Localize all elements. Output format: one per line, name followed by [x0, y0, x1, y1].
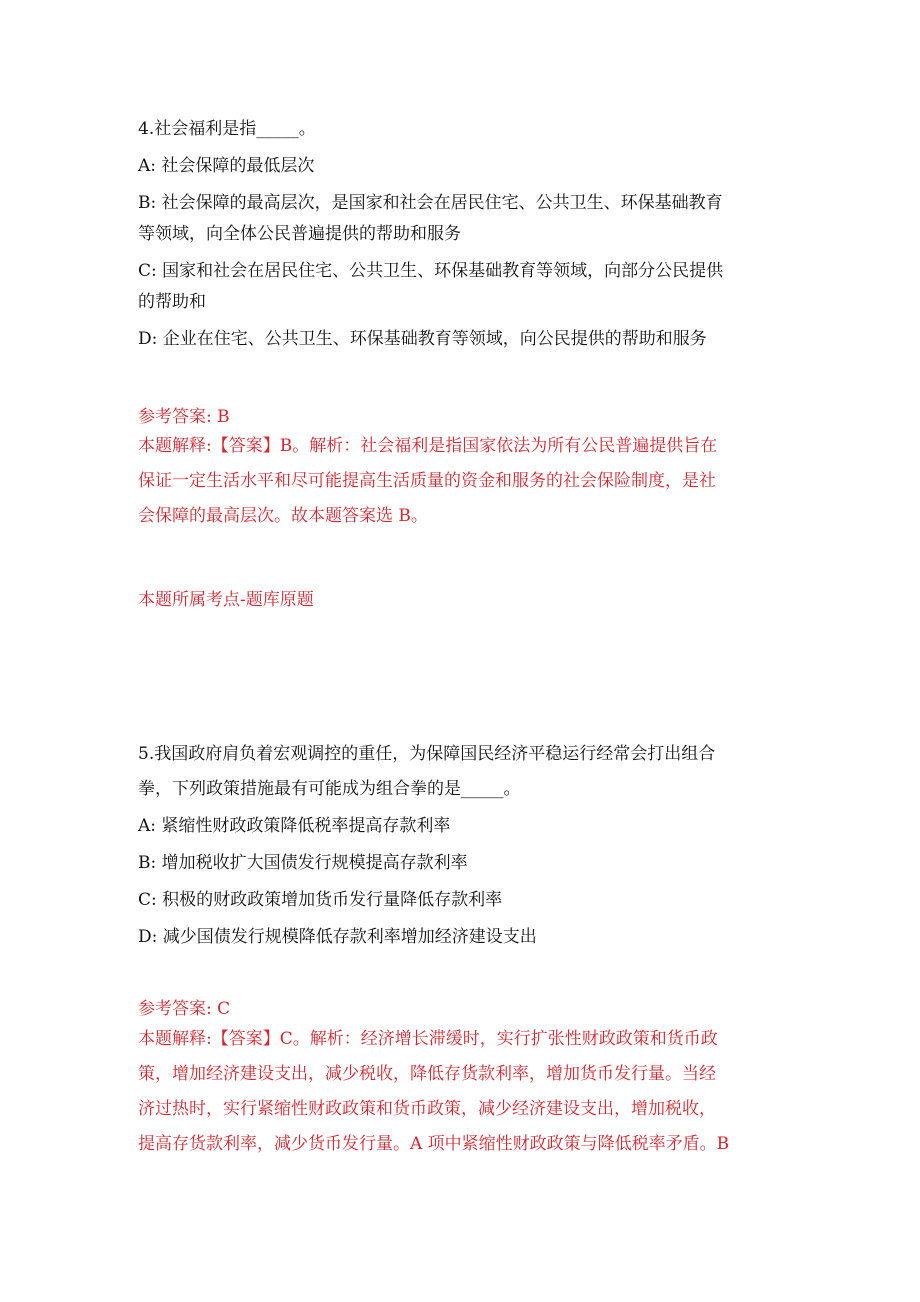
- explanation-line: 保证一定生活水平和尽可能提高生活质量的资金和服务的社会保险制度，是社: [138, 471, 716, 491]
- reference-answer: 参考答案: C: [138, 999, 231, 1019]
- option-d: D: 企业在住宅、公共卫生、环保基础教育等领域，向公民提供的帮助和服务: [138, 329, 707, 349]
- reference-answer: 参考答案: B: [138, 407, 230, 427]
- explanation-line: 本题解释:【答案】B。解析：社会福利是指国家依法为所有公民普遍提供旨在: [138, 436, 718, 456]
- explanation-line: 本题解释:【答案】C。解析：经济增长滞缓时，实行扩张性财政政策和货币政: [138, 1029, 718, 1049]
- explanation-line: 策，增加经济建设支出，减少税收，降低存货款利率，增加货币发行量。当经: [138, 1064, 716, 1084]
- answer-block-4: [138, 405, 788, 540]
- option-c-continued: 的帮助和: [138, 292, 206, 312]
- question-stem: 4.社会福利是指_____。: [138, 119, 316, 139]
- answer-block-5: [138, 997, 788, 1168]
- option-a: A: 社会保障的最低层次: [138, 156, 315, 176]
- explanation-line: 会保障的最高层次。故本题答案选 B。: [138, 506, 428, 526]
- option-b-continued: 等领域，向全体公民普遍提供的帮助和服务: [138, 224, 461, 244]
- option-b: B: 增加税收扩大国债发行规模提高存款利率: [138, 853, 468, 873]
- explanation-line: 提高存货款利率，减少货币发行量。A 项中紧缩性财政政策与降低税率矛盾。B: [138, 1134, 730, 1154]
- question-stem-continued: 拳，下列政策措施最有可能成为组合拳的是_____。: [138, 779, 521, 799]
- option-c: C: 积极的财政政策增加货币发行量降低存款利率: [138, 890, 503, 910]
- option-b: B: 社会保障的最高层次，是国家和社会在居民住宅、公共卫生、环保基础教育: [138, 193, 723, 213]
- question-5: [138, 742, 788, 961]
- knowledge-point-text: 本题所属考点-题库原题: [138, 590, 314, 610]
- knowledge-point: [138, 588, 788, 612]
- explanation-line: 济过热时，实行紧缩性财政政策和货币政策，减少经济建设支出，增加税收，: [138, 1099, 716, 1119]
- option-c: C: 国家和社会在居民住宅、公共卫生、环保基础教育等领域，向部分公民提供: [138, 261, 724, 281]
- option-d: D: 减少国债发行规模降低存款利率增加经济建设支出: [138, 927, 537, 947]
- question-stem: 5.我国政府肩负着宏观调控的重任，为保障国民经济平稳运行经常会打出组合: [138, 744, 716, 764]
- option-a: A: 紧缩性财政政策降低税率提高存款利率: [138, 816, 451, 836]
- question-4: [138, 117, 788, 365]
